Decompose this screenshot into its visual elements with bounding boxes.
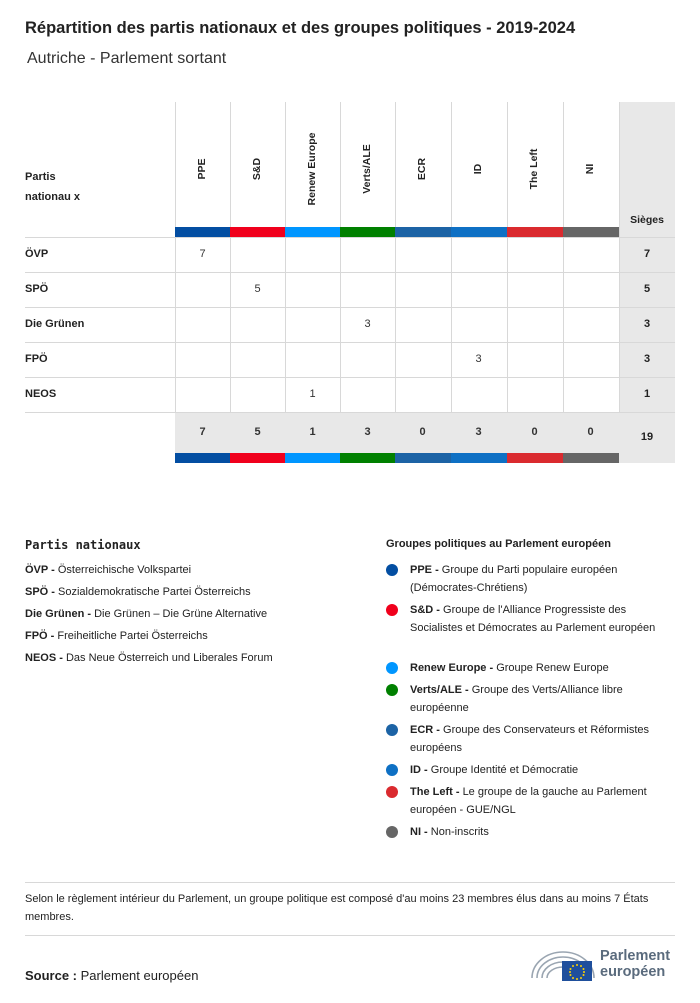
group-color-dot	[386, 684, 398, 696]
group-color-bar	[175, 453, 231, 463]
group-color-dot	[386, 662, 398, 674]
group-header-label: ECR	[416, 157, 428, 181]
group-name: Groupe Renew Europe	[496, 662, 609, 674]
group-header-label: Renew Europe	[306, 132, 318, 206]
corner-label: Partis nationau x	[25, 171, 81, 203]
group-color-bar	[563, 453, 619, 463]
party-abbr: FPÖ -	[25, 630, 55, 642]
group-total: 1	[309, 426, 316, 438]
group-total: 0	[419, 426, 426, 438]
group-abbr: Renew Europe -	[410, 662, 494, 674]
seat-count-cell: 5	[254, 283, 261, 295]
group-header-label: S&D	[251, 157, 263, 181]
group-header	[451, 102, 506, 227]
group-color-bar	[230, 453, 286, 463]
group-color-bar	[340, 227, 396, 237]
party-seat-total: 3	[643, 353, 651, 365]
group-color-bar	[230, 227, 286, 237]
group-abbr: Verts/ALE -	[410, 684, 469, 696]
party-abbr: Die Grünen -	[25, 608, 92, 620]
group-name: Groupe Identité et Démocratie	[430, 764, 579, 776]
note-bottom-divider	[25, 935, 675, 936]
group-color-bar	[507, 227, 563, 237]
seat-count-cell: 1	[309, 388, 316, 400]
group-name: Groupe des Verts/Alliance libre européenne	[410, 684, 623, 714]
source-line	[25, 968, 198, 983]
group-total: 3	[364, 426, 371, 438]
row-divider	[25, 307, 675, 308]
group-total: 0	[587, 426, 594, 438]
party-name: Österreichische Volkspartei	[57, 564, 192, 576]
party-name: Die Grünen – Die Grüne Alternative	[94, 608, 268, 620]
party-row-label: NEOS	[25, 388, 57, 400]
party-seat-total: 1	[643, 388, 651, 400]
group-color-bar	[285, 453, 341, 463]
parties-legend-title: Partis nationaux	[25, 538, 141, 552]
group-header-label: Verts/ALE	[361, 144, 373, 194]
group-header	[340, 102, 395, 227]
group-color-bar	[175, 227, 231, 237]
note-top-divider	[25, 882, 675, 883]
party-seat-total: 3	[643, 318, 651, 330]
group-color-bar	[507, 453, 563, 463]
group-name: Non-inscrits	[430, 826, 489, 838]
row-divider	[25, 342, 675, 343]
group-color-dot	[386, 826, 398, 838]
party-abbr: ÖVP -	[25, 564, 55, 576]
source-value: Parlement européen	[80, 968, 199, 983]
groups-legend-title: Groupes politiques au Parlement européen	[386, 538, 611, 550]
group-color-bar	[451, 227, 507, 237]
group-abbr: ECR -	[410, 724, 440, 736]
group-color-dot	[386, 786, 398, 798]
page-title: Répartition des partis nationaux et des groupes politiques - 2019-2024	[25, 19, 576, 37]
seat-count-cell: 7	[199, 248, 206, 260]
seats-header: Sièges	[630, 214, 664, 226]
group-name: Le groupe de la gauche au Parlement européen - GUE/NGL	[410, 786, 647, 816]
party-name: Freiheitliche Partei Österreichs	[57, 630, 208, 642]
group-name: Groupe des Conservateurs et Réformistes européens	[410, 724, 650, 754]
group-abbr: NI -	[410, 826, 428, 838]
logo-text	[600, 948, 670, 980]
group-header	[175, 102, 230, 227]
party-row-label: FPÖ	[25, 353, 48, 365]
group-total: 3	[475, 426, 482, 438]
group-color-bar	[285, 227, 341, 237]
seat-count-cell: 3	[364, 318, 371, 330]
group-color-dot	[386, 764, 398, 776]
page-subtitle: Autriche - Parlement sortant	[27, 50, 227, 67]
logo-line-2: européen	[600, 964, 666, 980]
group-color-bar	[340, 453, 396, 463]
group-total: 7	[199, 426, 206, 438]
party-row-label: Die Grünen	[25, 318, 85, 330]
group-color-dot	[386, 604, 398, 616]
group-total: 5	[254, 426, 261, 438]
party-row-label: ÖVP	[25, 248, 49, 260]
seat-count-cell: 3	[475, 353, 482, 365]
logo-line-1: Parlement	[600, 948, 671, 964]
party-seat-total: 7	[643, 248, 651, 260]
party-row-label: SPÖ	[25, 283, 49, 295]
group-abbr: S&D -	[410, 604, 440, 616]
group-color-bar	[451, 453, 507, 463]
party-legend-item	[25, 608, 267, 620]
group-header	[230, 102, 285, 227]
group-color-bar	[395, 453, 451, 463]
group-header-label: The Left	[528, 148, 540, 190]
row-divider	[25, 272, 675, 273]
group-abbr: The Left -	[410, 786, 460, 798]
ep-logo	[528, 944, 678, 984]
eu-parliament-hemicycle-icon	[528, 944, 598, 984]
group-header-label: PPE	[196, 158, 208, 180]
row-divider	[25, 237, 675, 238]
group-header-label: NI	[584, 163, 596, 175]
party-legend-item	[25, 586, 251, 598]
row-divider	[25, 377, 675, 378]
party-legend-item	[25, 652, 273, 664]
party-seat-total: 5	[643, 283, 651, 295]
group-header	[395, 102, 450, 227]
group-total: 0	[531, 426, 538, 438]
party-name: Sozialdemokratische Partei Österreichs	[58, 586, 251, 598]
party-legend-item	[25, 630, 208, 642]
group-color-dot	[386, 564, 398, 576]
party-legend-item	[25, 564, 191, 576]
party-abbr: NEOS -	[25, 652, 63, 664]
group-color-dot	[386, 724, 398, 736]
party-name: Das Neue Österreich und Liberales Forum	[65, 652, 273, 664]
group-abbr: ID -	[410, 764, 428, 776]
party-abbr: SPÖ -	[25, 586, 55, 598]
group-header	[507, 102, 562, 227]
group-name: Groupe de l'Alliance Progressiste des Socialistes et Démocrates au Parlement européen	[410, 604, 656, 634]
group-color-bar	[563, 227, 619, 237]
group-name: Groupe du Parti populaire européen (Démocrates-Chrétiens)	[410, 564, 618, 594]
group-header	[285, 102, 340, 227]
grand-total: 19	[640, 431, 654, 443]
group-color-bar	[395, 227, 451, 237]
group-header	[563, 102, 618, 227]
group-header-label: ID	[472, 163, 484, 175]
row-divider	[25, 412, 675, 413]
footnote: Selon le règlement intérieur du Parlement, un groupe politique est composé d'au moins 23 membres élus dans au moins 7 États membres.	[25, 893, 649, 923]
group-abbr: PPE -	[410, 564, 439, 576]
source-label: Source :	[25, 968, 78, 983]
